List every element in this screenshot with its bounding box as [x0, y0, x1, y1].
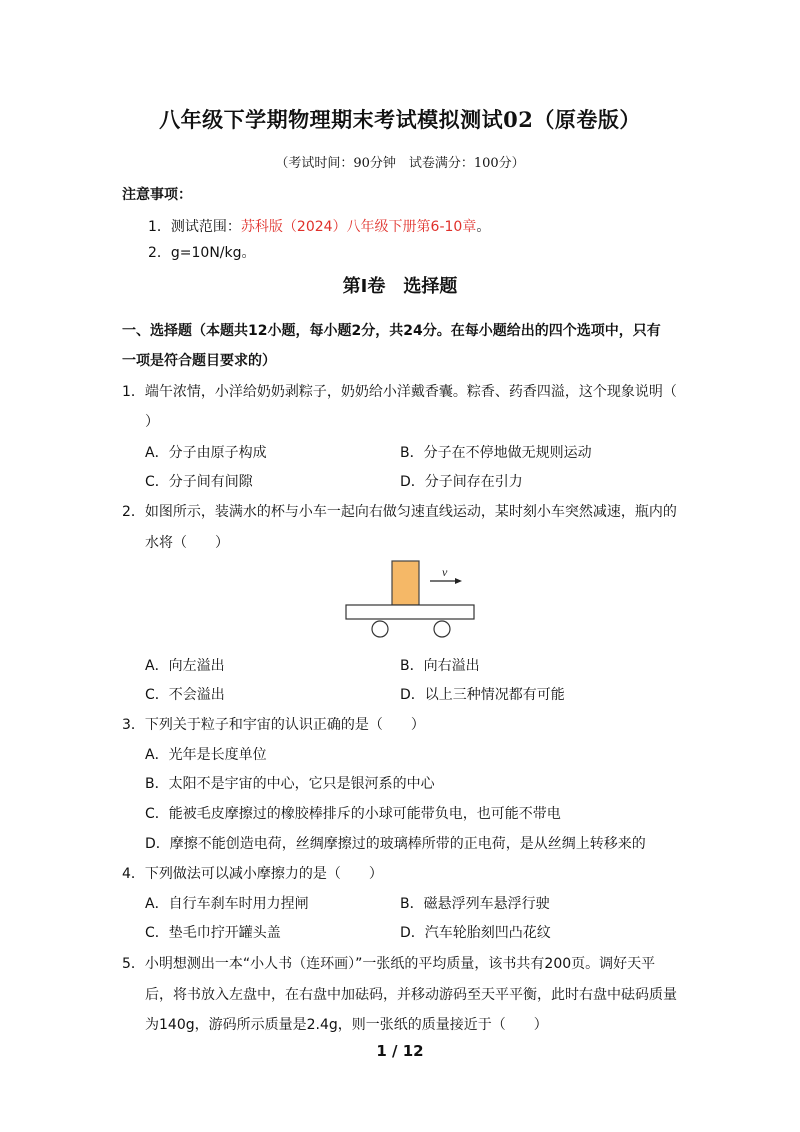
question-5-stem-cont-2: 为140g，游码所示质量是2.4g，则一张纸的质量接近于（ ）: [145, 1017, 548, 1033]
note-item-2: 2．g=10N/kg。: [148, 245, 256, 261]
note-item-1-prefix: 1．测试范围：: [148, 219, 241, 235]
question-1-option-c: C．分子间有间隙: [145, 474, 253, 490]
question-2-option-a: A．向左溢出: [145, 658, 225, 674]
velocity-arrow-head: [455, 578, 462, 584]
question-3-option-c: C．能被毛皮摩擦过的橡胶棒排斥的小球可能带负电，也可能不带电: [145, 806, 561, 822]
page-title: 八年级下学期物理期末考试模拟测试02（原卷版）: [159, 107, 641, 132]
question-1-option-d: D．分子间存在引力: [400, 474, 523, 490]
section-heading-line2: 一项是符合题目要求的）: [122, 353, 276, 369]
question-1-stem: 1．端午浓情，小洋给奶奶剥粽子，奶奶给小洋戴香囊。粽香、药香四溢，这个现象说明（: [122, 384, 677, 400]
question-3-stem: 3．下列关于粒子和宇宙的认识正确的是（ ）: [122, 717, 425, 733]
note-item-1-end: 。: [476, 219, 491, 235]
question-2-option-c: C．不会溢出: [145, 687, 225, 703]
question-1-option-a: A．分子由原子构成: [145, 445, 267, 461]
question-2-option-d: D．以上三种情况都有可能: [400, 687, 565, 703]
question-4-option-c: C．垫毛巾拧开罐头盖: [145, 925, 281, 941]
question-2-stem-cont: 水将（ ）: [145, 535, 229, 551]
question-3-option-d: D．摩擦不能创造电荷，丝绸摩擦过的玻璃棒所带的正电荷，是从丝绸上转移来的: [145, 836, 646, 852]
question-1-stem-cont: ）: [145, 414, 159, 430]
section-heading-line1: 一、选择题（本题共12小题，每小题2分，共24分。在每小题给出的四个选项中，只有: [122, 323, 661, 339]
question-2-option-b: B．向右溢出: [400, 658, 480, 674]
note-item-1: [148, 216, 490, 236]
cart-figure: [342, 556, 482, 644]
volume-title: 第Ⅰ卷 选择题: [342, 276, 458, 297]
question-5-stem: 5．小明想测出一本“小人书（连环画）”一张纸的平均质量，该书共有200页。调好天平: [122, 956, 656, 972]
cart-wheel-right: [434, 621, 450, 637]
velocity-label: v: [442, 565, 448, 579]
exam-info: （考试时间：90分钟 试卷满分：100分）: [275, 156, 525, 171]
cup-shape: [392, 561, 419, 605]
notes-heading: 注意事项：: [122, 187, 192, 203]
question-4-option-a: A．自行车刹车时用力捏闸: [145, 896, 309, 912]
page-number: 1 / 12: [376, 1042, 424, 1060]
question-4-stem: 4．下列做法可以减小摩擦力的是（ ）: [122, 866, 383, 882]
question-5-stem-cont-1: 后，将书放入左盘中，在右盘中加砝码，并移动游码至天平平衡，此时右盘中砝码质量: [145, 987, 677, 1003]
question-3-option-b: B．太阳不是宇宙的中心，它只是银河系的中心: [145, 776, 435, 792]
question-2-stem: 2．如图所示，装满水的杯与小车一起向右做匀速直线运动，某时刻小车突然减速，瓶内的: [122, 504, 677, 520]
question-4-option-d: D．汽车轮胎刻凹凸花纹: [400, 925, 551, 941]
cart-body: [346, 605, 474, 619]
cart-wheel-left: [372, 621, 388, 637]
question-4-option-b: B．磁悬浮列车悬浮行驶: [400, 896, 550, 912]
question-1-option-b: B．分子在不停地做无规则运动: [400, 445, 592, 461]
note-item-1-scope: 苏科版（2024）八年级下册第6-10章: [240, 219, 477, 235]
question-3-option-a: A．光年是长度单位: [145, 747, 267, 763]
